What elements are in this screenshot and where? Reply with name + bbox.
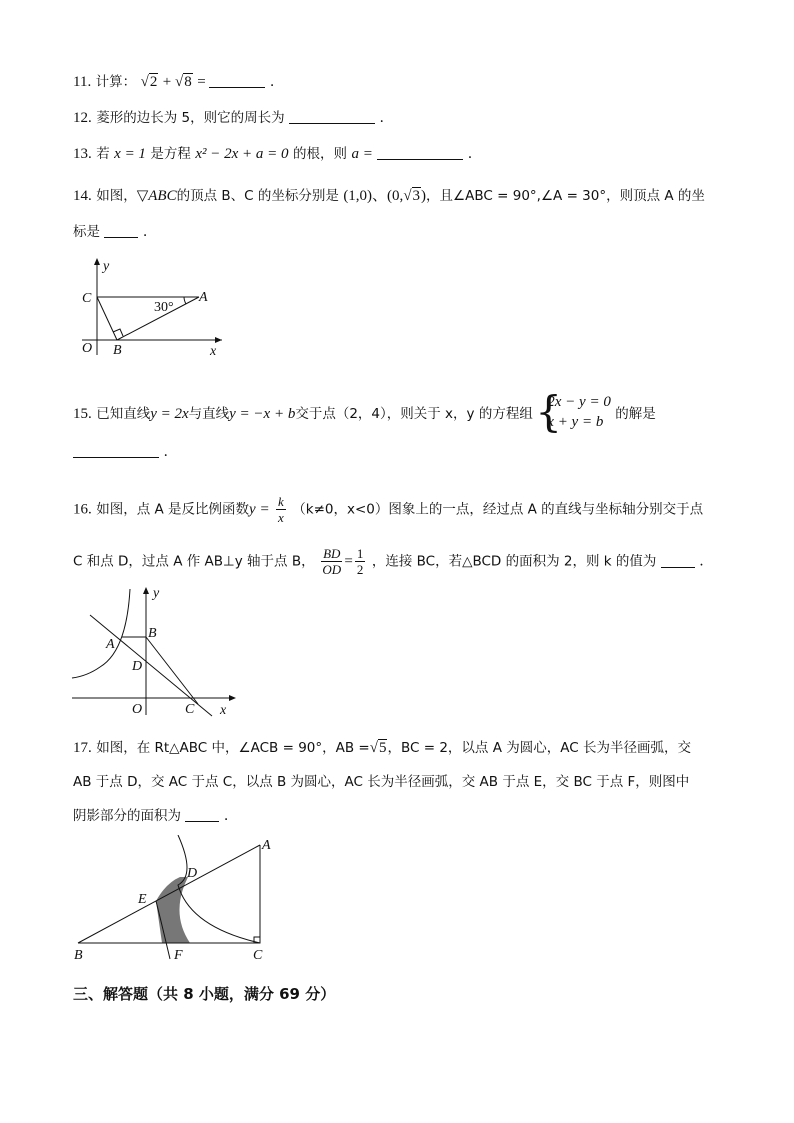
sqrt-8: √8 [175,74,192,90]
answer-blank [73,443,159,458]
label-y: y [103,259,110,274]
label-A: A [106,637,115,652]
answer-blank [661,553,695,568]
label-A: A [199,290,208,305]
question-17-line3: 阴影部分的面积为 . [73,808,229,824]
label-C: C [253,948,263,963]
question-14: 14. 如图，▽ABC的顶点 B、C 的坐标分别是 (1,0)、(0,√3)，且∠ABC = 90°,∠A = 30°，则顶点 A 的坐 [73,188,705,204]
question-17: 17. 如图，在 Rt△ABC 中，∠ACB = 90°，AB =√5，BC = 2，以点 A 为圆心，AC 长为半径画弧，交 [73,740,691,756]
section-heading: 三、解答题（共 8 小题，满分 69 分） [73,985,336,1003]
question-17-line2: AB 于点 D，交 AC 于点 C，以点 B 为圆心，AC 长为半径画弧，交 AB 于点 E，交 BC 于点 F，则图中 [73,774,690,790]
label-O: O [82,341,93,356]
answer-blank [185,807,219,822]
segment-BC [146,637,198,704]
label-B: B [74,948,83,963]
sqrt-2: √2 [140,74,158,90]
label-x: x [210,344,217,359]
question-11: 11. 计算： √2 + √8 = . [73,74,275,90]
figure-q14 [72,255,232,360]
answer-blank [209,73,265,88]
question-15-line2: . [73,442,168,462]
label-B: B [148,626,157,641]
label-A: A [262,838,271,853]
label-D: D [187,866,198,881]
segment-CB [97,297,117,340]
angle-arc [184,297,186,304]
equation-system: { 2x − y = 0 x + y = b [535,387,611,436]
figure-q16 [70,585,240,720]
shaded-region [156,877,190,943]
label-C: C [82,291,92,306]
question-13: 13. 若 x = 1 是方程 x² − 2x + a = 0 的根，则 a = . [73,146,473,162]
label-O: O [132,702,143,717]
label-D: D [132,659,143,674]
question-12: 12. 菱形的边长为 5，则它的周长为 . [73,110,384,126]
label-30-degrees: 30° [154,300,174,315]
hyperbola-curve [72,589,130,678]
label-y: y [153,586,160,601]
answer-blank [104,223,138,238]
label-x: x [220,703,227,718]
label-C: C [185,702,195,717]
answer-blank [289,109,375,124]
question-15: 15. 已知直线y = 2x与直线y = −x + b交于点（2，4），则关于 x，y 的方程组 { 2x − y = 0 x + y = b 的解是 [73,387,656,436]
question-14-line2: 标是 . [73,224,148,240]
label-E: E [138,892,147,907]
label-B: B [113,343,122,358]
question-16-line2: C 和点 D，过点 A 作 AB⊥y 轴于点 B， $\frac{BD}{OD}$ = $\frac{1}{2}$ ，连接 BC，若△BCD 的面积为 2，则 k 的值为 . [73,546,704,577]
label-F: F [174,948,183,963]
answer-blank [377,145,463,160]
figure-q17 [70,835,280,963]
question-16: 16. 如图，点 A 是反比例函数y = $\frac{k}{x}$ （k≠0，x<0）图象上的一点，经过点 A 的直线与坐标轴分别交于点 [73,494,704,525]
